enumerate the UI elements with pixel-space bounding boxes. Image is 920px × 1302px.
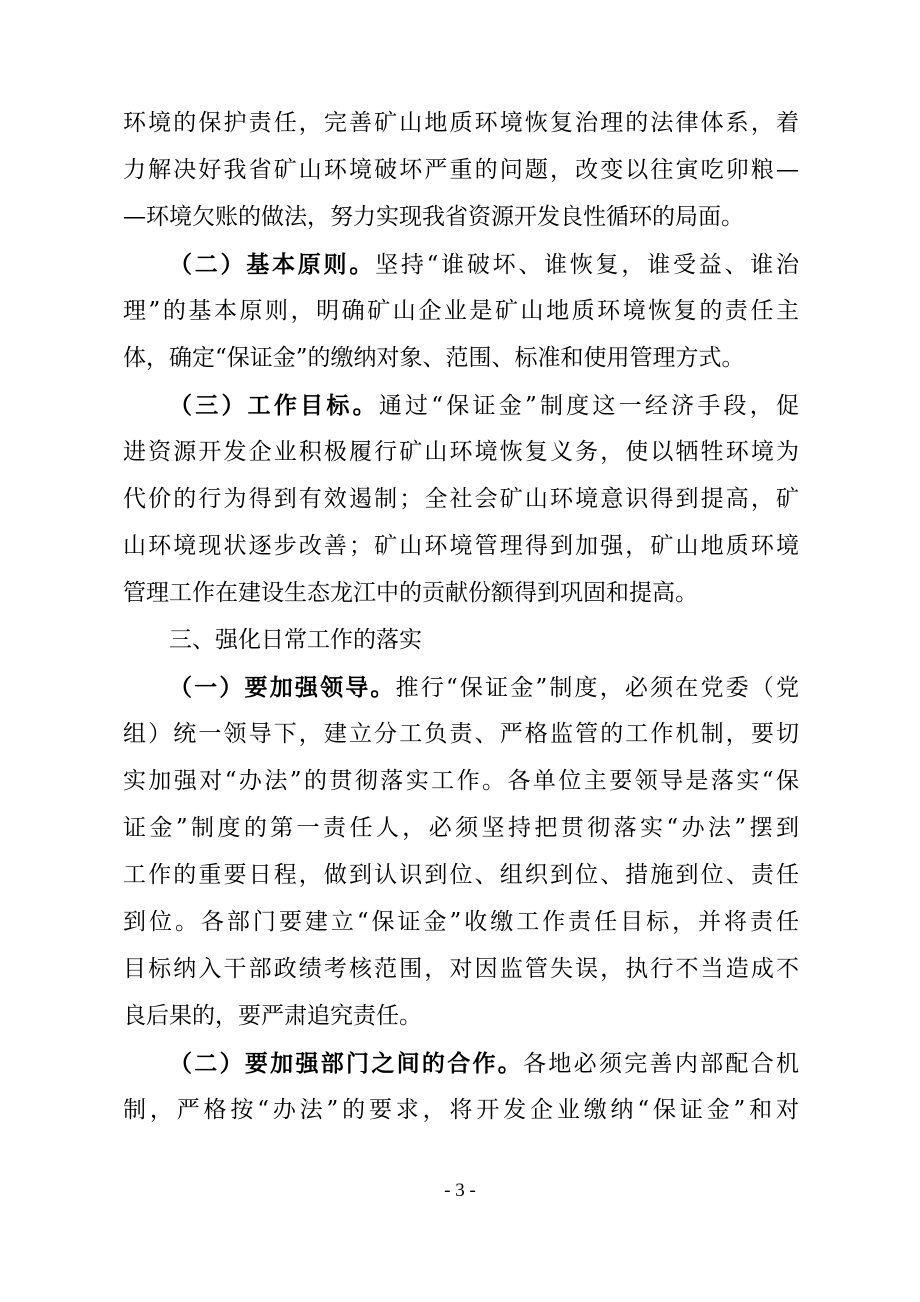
paragraph-heading: （一）要加强领导。 — [169, 674, 396, 701]
paragraph-heading: （三）工作目标。 — [169, 392, 379, 419]
text-line: 进资源开发企业积极履行矿山环境恢复义务，使以牺牲环境为 — [123, 439, 799, 465]
text-line: 环境的保护责任，完善矿山地质环境恢复治理的法律体系，着 — [123, 110, 799, 136]
text-line: 理”的基本原则，明确矿山企业是矿山地质环境恢复的责任主 — [123, 298, 799, 324]
text-line: —环境欠账的做法，努力实现我省资源开发良性循环的局面。 — [123, 204, 744, 230]
text-line: 良后果的，要严肃追究责任。 — [123, 1003, 422, 1029]
text-line: 到位。各部门要建立“保证金”收缴工作责任目标，并将责任 — [123, 909, 799, 935]
paragraph-text: 坚持“谁破坏、谁恢复，谁受益、谁治 — [375, 252, 799, 278]
text-line: 证金”制度的第一责任人，必须坚持把贯彻落实“办法”摆到 — [123, 815, 799, 841]
text-line: 代价的行为得到有效遏制；全社会矿山环境意识得到提高，矿 — [123, 486, 799, 512]
text-line: 制，严格按“办法”的要求，将开发企业缴纳“保证金”和对 — [123, 1097, 799, 1123]
paragraph-text: 各地必须完善内部配合机 — [523, 1051, 800, 1077]
text-line: 力解决好我省矿山环境破坏严重的问题，改变以往寅吃卯粮— — [123, 157, 799, 183]
paragraph-text: 通过“保证金”制度这一经济手段，促 — [378, 393, 799, 419]
paragraph-interdepartmental-cooperation — [123, 1040, 799, 1087]
document-body — [123, 100, 799, 1134]
paragraph-strengthen-leadership — [123, 664, 799, 711]
text-line: 实加强对“办法”的贯彻落实工作。各单位主要领导是落实“保 — [123, 768, 799, 794]
text-line: 组）统一领导下，建立分工负责、严格监管的工作机制，要切 — [123, 721, 799, 747]
text-line: 目标纳入干部政绩考核范围，对因监管失误，执行不当造成不 — [123, 956, 799, 982]
paragraph-heading: （二）基本原则。 — [169, 251, 376, 278]
paragraph-text: 推行“保证金”制度，必须在党委（党 — [395, 675, 799, 701]
text-line: 山环境现状逐步改善；矿山环境管理得到加强，矿山地质环境 — [123, 533, 799, 559]
text-line: 工作的重要日程，做到认识到位、组织到位、措施到位、责任 — [123, 862, 799, 888]
text-line: 体，确定“保证金”的缴纳对象、范围、标准和使用管理方式。 — [123, 345, 745, 371]
section-heading: 三、强化日常工作的落实 — [169, 627, 422, 653]
page-number: - 3 - — [444, 1180, 476, 1201]
paragraph-heading: （二）要加强部门之间的合作。 — [169, 1050, 524, 1077]
text-line: 管理工作在建设生态龙江中的贡献份额得到巩固和提高。 — [123, 580, 698, 606]
paragraph-work-goals — [123, 382, 799, 429]
paragraph-basic-principles — [123, 241, 799, 288]
